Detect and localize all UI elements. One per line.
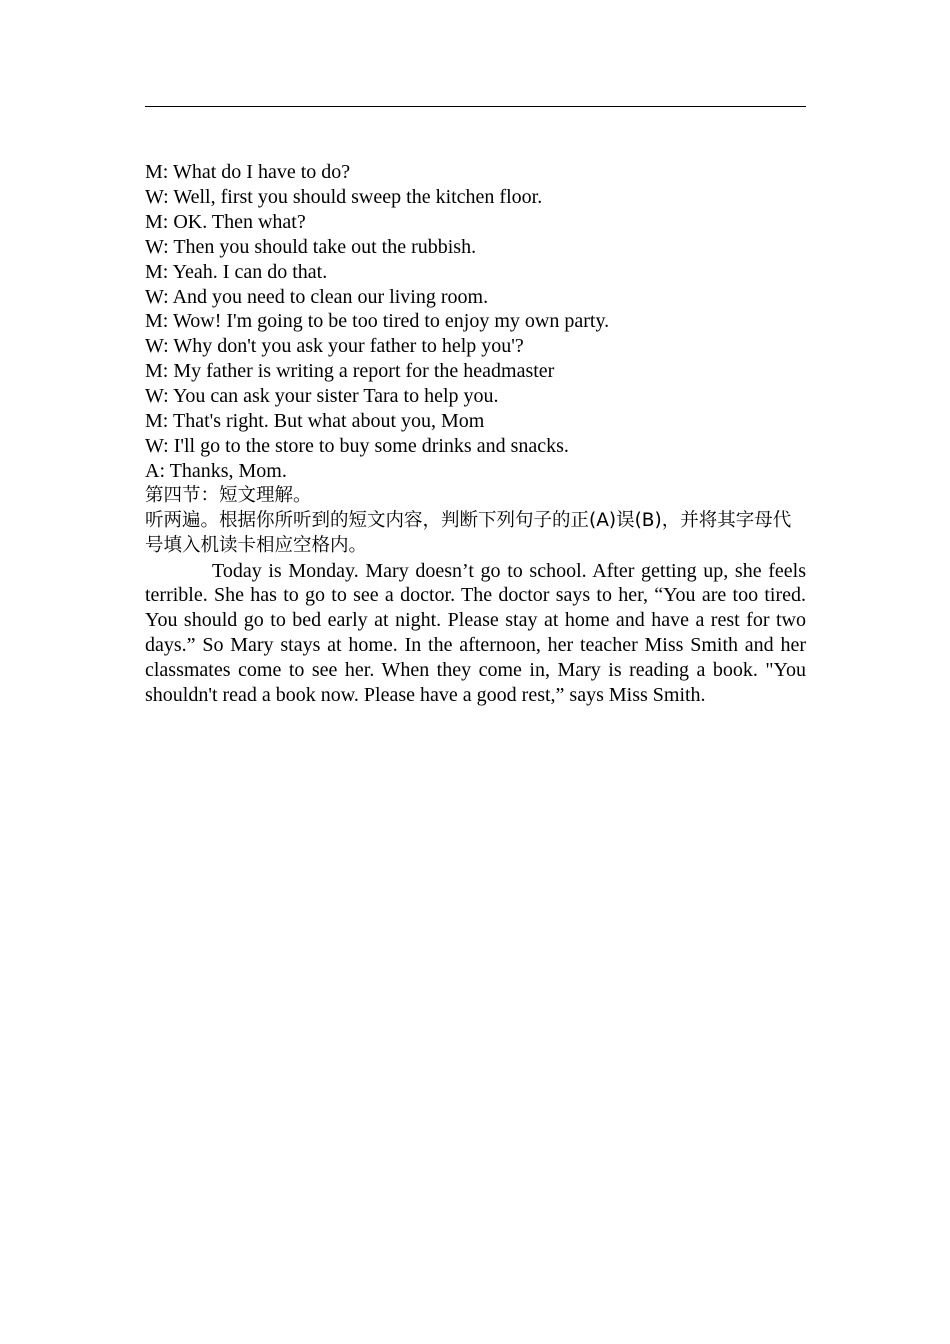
document-body [145,160,806,708]
dialogue-line: M: Yeah. I can do that. [145,260,328,283]
section-instruction: 听两遍。根据你所听到的短文内容，判断下列句子的正(A)误(B)，并将其字母代号填入机读卡相应空格内。 [145,509,792,556]
section-heading: 第四节：短文理解。 [145,484,312,506]
dialogue-line: A: Thanks, Mom. [145,459,287,482]
dialogue-line: M: That's right. But what about you, Mom [145,410,485,433]
header-rule [145,106,806,107]
dialogue-line: W: Why don't you ask your father to help you'? [145,335,524,358]
dialogue-line: M: My father is writing a report for the headmaster [145,360,555,383]
dialogue-line: W: Then you should take out the rubbish. [145,235,477,258]
passage-paragraph: Today is Monday. Mary doesn’t go to school. After getting up, she feels terrible. She has to go to see a doctor. The doctor says to her, “You are too tired. You should go to bed early at night. Please stay at home and have a rest for two days.” So Mary stays at home. In the afternoon, her teacher Miss Smith and her classmates come to see her. When they come in, Mary is reading a book. "You shouldn't read a book now. Please have a good rest,” says Miss Smith. [145,559,806,707]
dialogue-line: M: Wow! I'm going to be too tired to enjoy my own party. [145,310,610,333]
dialogue-line: W: You can ask your sister Tara to help you. [145,385,499,408]
dialogue-line: W: And you need to clean our living room. [145,285,489,308]
dialogue-line: M: What do I have to do? [145,161,351,183]
dialogue-line: W: I'll go to the store to buy some drinks and snacks. [145,434,569,457]
dialogue-line: M: OK. Then what? [145,210,306,233]
dialogue-line: W: Well, first you should sweep the kitchen floor. [145,185,543,208]
